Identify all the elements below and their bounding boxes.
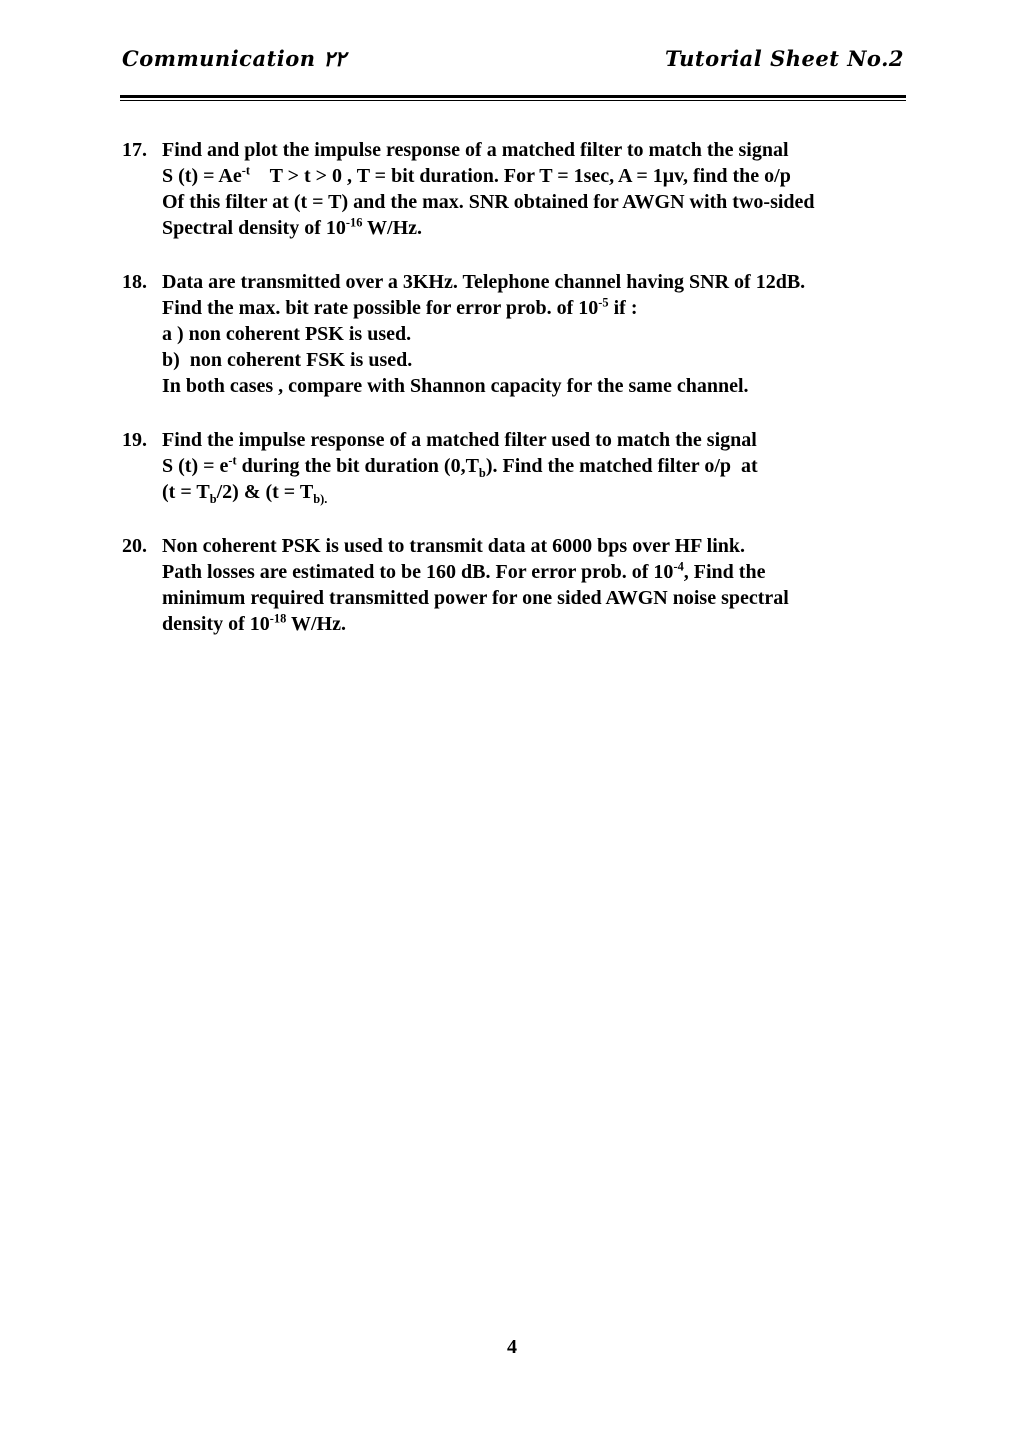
problem-line: density of $10^{-18}$ W/Hz.	[162, 611, 346, 635]
problem-line: Find the max. bit rate possible for error prob. of $10^{-5}$ if :	[162, 295, 638, 319]
problem-line: S $(t) = Ae^{-t}$ T > t > 0 , T = bit duration. For T = 1sec, A = 1μv, find the o/p	[162, 163, 791, 187]
sheet-title: Tutorial Sheet No.2	[664, 46, 904, 71]
problem-body	[162, 137, 914, 241]
problem-number: 20.	[122, 535, 147, 557]
problem-line: a ) non coherent PSK is used.	[162, 323, 412, 345]
problem-line: $(t = T_b/2)$ & ($t = T_{b).}$	[162, 481, 328, 506]
problem-line: b) non coherent FSK is used.	[162, 349, 413, 371]
problem-line: minimum required transmitted power for one sided AWGN noise spectral	[162, 587, 789, 609]
problems-list	[0, 101, 1024, 637]
problem	[122, 533, 914, 637]
header	[0, 0, 1024, 71]
problem-body	[162, 427, 914, 505]
problem-number: 18.	[122, 271, 147, 293]
problem	[122, 137, 914, 241]
problem-line: In both cases , compare with Shannon capacity for the same channel.	[162, 375, 749, 397]
problem-line: Of this filter at (t = T) and the max. SNR obtained for AWGN with two-sided	[162, 191, 815, 213]
problem-number: 19.	[122, 429, 147, 451]
problem-number: 17.	[122, 139, 147, 161]
problem-line: Path losses are estimated to be 160 dB. For error prob. of $10^{-4}$, Find the	[162, 559, 766, 583]
problem	[122, 427, 914, 505]
problem-line: Spectral density of $10^{-16}$ W/Hz.	[162, 215, 423, 239]
problem-line: Find the impulse response of a matched filter used to match the signal	[162, 429, 757, 451]
problem	[122, 269, 914, 399]
problem-line: Non coherent PSK is used to transmit data at 6000 bps over HF link.	[162, 535, 745, 557]
problem-body	[162, 533, 914, 637]
course-title: Communication ٢٢	[122, 46, 346, 71]
problem-line: S $(t) = e^{-t}$ during the bit duration $(0,T_b)$. Find the matched filter o/p at	[162, 453, 758, 480]
page-number: 4	[507, 1336, 517, 1358]
problem-line: Data are transmitted over a 3KHz. Telephone channel having SNR of 12dB.	[162, 271, 806, 293]
problem-line: Find and plot the impulse response of a matched filter to match the signal	[162, 139, 789, 161]
problem-body	[162, 269, 914, 399]
page-footer	[0, 1336, 1024, 1359]
